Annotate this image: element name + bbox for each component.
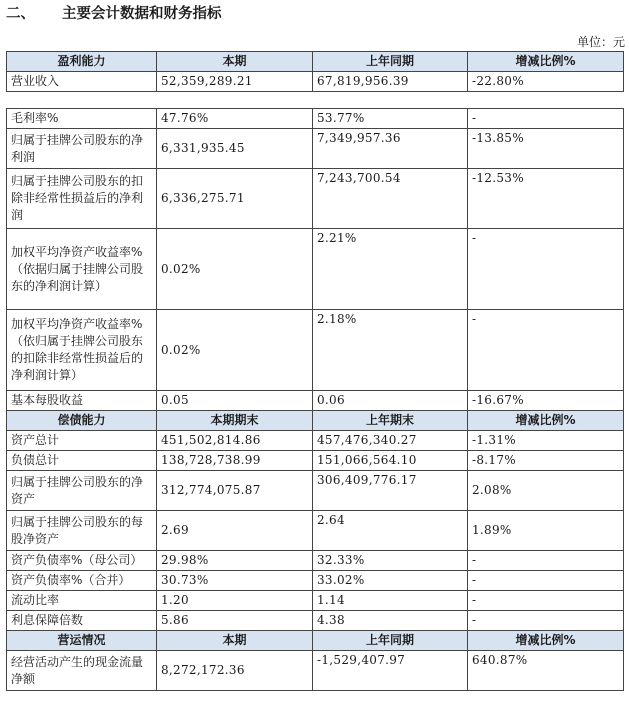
- cell-value: 306,409,776.17: [313, 471, 468, 511]
- cell-value: 6,331,935.45: [157, 129, 313, 169]
- table-row: [7, 169, 624, 229]
- header-cell: 盈利能力: [7, 52, 157, 72]
- cell-value: 1.14: [313, 591, 468, 611]
- header-cell: 本期: [157, 631, 313, 651]
- cell-value: 312,774,075.87: [157, 471, 313, 511]
- table-row: [7, 551, 624, 571]
- cell-value: 29.98%: [157, 551, 313, 571]
- cell-value: -1,529,407.97: [313, 651, 468, 691]
- cell-value: -: [468, 551, 624, 571]
- row-label: 负债总计: [7, 451, 157, 471]
- cell-value: -: [468, 310, 624, 391]
- header-cell: 上年期末: [313, 411, 468, 431]
- cell-value: -: [468, 611, 624, 631]
- row-label: 利息保障倍数: [7, 611, 157, 631]
- table-row: [7, 511, 624, 551]
- row-label: 基本每股收益: [7, 391, 157, 411]
- table-header-row: [7, 411, 624, 431]
- table-header-row: [7, 52, 624, 72]
- unit-label: 单位：元: [576, 35, 625, 49]
- cell-value: -12.53%: [468, 169, 624, 229]
- table-row: [7, 611, 624, 631]
- header-cell: 偿债能力: [7, 411, 157, 431]
- cell-value: 2.18%: [313, 310, 468, 391]
- row-label: 资产总计: [7, 431, 157, 451]
- cell-value: -: [468, 571, 624, 591]
- header-cell: 本期: [157, 52, 313, 72]
- row-label: 归属于挂牌公司股东的扣除非经常性损益后的净利润: [7, 169, 157, 229]
- table-row: [7, 431, 624, 451]
- table-row: [7, 651, 624, 691]
- header-cell: 营运情况: [7, 631, 157, 651]
- cell-value: 138,728,738.99: [157, 451, 313, 471]
- cell-value: 5.86: [157, 611, 313, 631]
- cell-value: 0.06: [313, 391, 468, 411]
- cell-value: 30.73%: [157, 571, 313, 591]
- cell-value: 47.76%: [157, 109, 313, 129]
- cell-value: 1.89%: [468, 511, 624, 551]
- table-row: [7, 129, 624, 169]
- cell-value: -16.67%: [468, 391, 624, 411]
- section-title: 主要会计数据和财务指标: [62, 6, 222, 22]
- cell-value: 151,066,564.10: [313, 451, 468, 471]
- cell-value: 2.64: [313, 511, 468, 551]
- cell-value: 32.33%: [313, 551, 468, 571]
- table-row: [7, 391, 624, 411]
- cell-value: 2.21%: [313, 229, 468, 310]
- table-row: [7, 591, 624, 611]
- cell-value: 52,359,289.21: [157, 72, 313, 92]
- cell-value: 4.38: [313, 611, 468, 631]
- cell-value: 2.08%: [468, 471, 624, 511]
- profit-header-table: [6, 51, 624, 92]
- cell-value: -: [468, 591, 624, 611]
- row-label: 营业收入: [7, 72, 157, 92]
- row-label: 加权平均净资产收益率%（依据归属于挂牌公司股东的净利润计算）: [7, 229, 157, 310]
- row-label: 毛利率%: [7, 109, 157, 129]
- table-row: [7, 72, 624, 92]
- table-row: [7, 109, 624, 129]
- cell-value: 6,336,275.71: [157, 169, 313, 229]
- header-cell: 增减比例%: [468, 52, 624, 72]
- table-row: [7, 571, 624, 591]
- table-row: [7, 229, 624, 310]
- cell-value: 0.02%: [157, 229, 313, 310]
- row-label: 资产负债率%（母公司）: [7, 551, 157, 571]
- section-heading: [6, 2, 222, 23]
- header-cell: 增减比例%: [468, 631, 624, 651]
- header-cell: 本期期末: [157, 411, 313, 431]
- row-label: 归属于挂牌公司股东的每股净资产: [7, 511, 157, 551]
- cell-value: 2.69: [157, 511, 313, 551]
- cell-value: 8,272,172.36: [157, 651, 313, 691]
- cell-value: 0.05: [157, 391, 313, 411]
- table-row: [7, 310, 624, 391]
- cell-value: -: [468, 109, 624, 129]
- table-row: [7, 471, 624, 511]
- row-label: 加权平均净资产收益率%（依归属于挂牌公司股东的扣除非经常性损益后的净利润计算）: [7, 310, 157, 391]
- header-cell: 上年同期: [313, 52, 468, 72]
- header-cell: 上年同期: [313, 631, 468, 651]
- cell-value: 53.77%: [313, 109, 468, 129]
- cell-value: 457,476,340.27: [313, 431, 468, 451]
- table-row: [7, 451, 624, 471]
- header-cell: 增减比例%: [468, 411, 624, 431]
- row-label: 归属于挂牌公司股东的净利润: [7, 129, 157, 169]
- cell-value: -1.31%: [468, 431, 624, 451]
- cell-value: 0.02%: [157, 310, 313, 391]
- cell-value: 1.20: [157, 591, 313, 611]
- row-label: 资产负债率%（合并）: [7, 571, 157, 591]
- cell-value: -13.85%: [468, 129, 624, 169]
- table-header-row: [7, 631, 624, 651]
- cell-value: 33.02%: [313, 571, 468, 591]
- cell-value: 7,243,700.54: [313, 169, 468, 229]
- cell-value: -22.80%: [468, 72, 624, 92]
- row-label: 流动比率: [7, 591, 157, 611]
- cell-value: 640.87%: [468, 651, 624, 691]
- cell-value: -: [468, 229, 624, 310]
- cell-value: 67,819,956.39: [313, 72, 468, 92]
- cell-value: 451,502,814.86: [157, 431, 313, 451]
- cell-value: 7,349,957.36: [313, 129, 468, 169]
- financial-indicators-table: [6, 108, 624, 691]
- row-label: 经营活动产生的现金流量净额: [7, 651, 157, 691]
- row-label: 归属于挂牌公司股东的净资产: [7, 471, 157, 511]
- cell-value: -8.17%: [468, 451, 624, 471]
- section-number: 二、: [6, 6, 35, 22]
